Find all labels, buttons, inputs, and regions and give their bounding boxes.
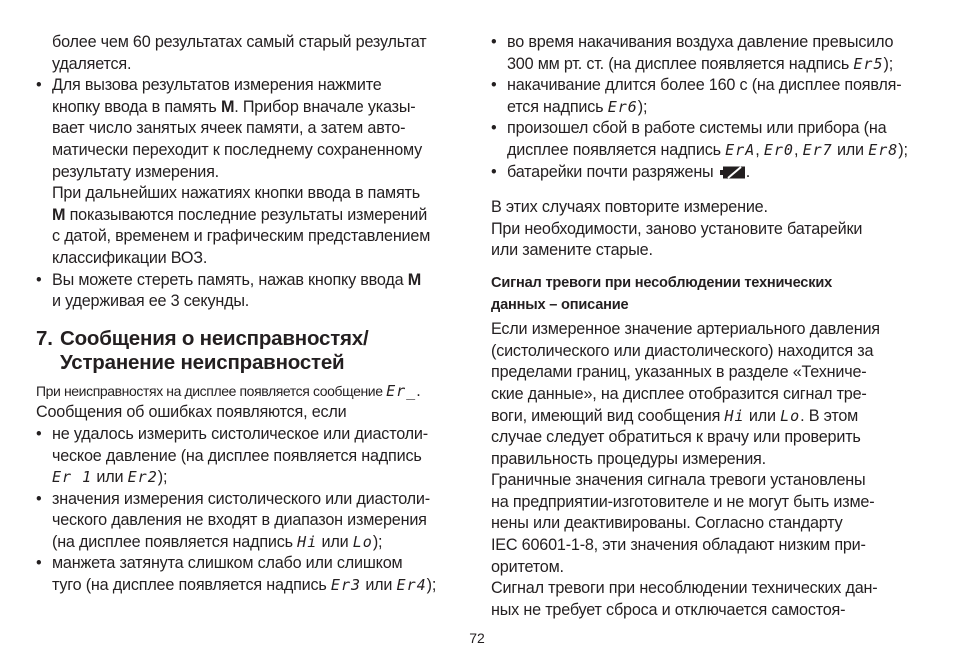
text-line: • не удалось измерить систолическое или диастоли-: [52, 424, 428, 443]
text-span: );: [426, 576, 437, 595]
text-line: правильность процедуры измерения.: [491, 449, 766, 468]
text-line: ческое давление (на дисплее появляется надпись: [52, 446, 422, 465]
text-line: [507, 97, 919, 119]
text-span: или: [317, 532, 353, 551]
text-span: показываются последние результаты измерений: [65, 205, 428, 224]
heading-line: Сигнал тревоги при несоблюдении технических: [491, 274, 833, 291]
text-span: ется надпись: [507, 97, 608, 116]
text-span: или: [361, 576, 397, 595]
text-line: или замените старые.: [491, 241, 653, 260]
bullet-item-cuff: [36, 553, 460, 596]
error-code: Er3: [330, 576, 362, 595]
text-line: [52, 205, 460, 227]
error-code: Er8: [868, 140, 899, 159]
battery-low-icon: [720, 165, 746, 187]
text-line: [507, 54, 919, 76]
text-line: Если измеренное значение артериального давления: [491, 320, 880, 339]
text-line: результату измерения.: [52, 162, 219, 181]
bullet-item-clear-memory: [36, 270, 460, 313]
error-code: Er7: [802, 140, 833, 159]
text-line: Граничные значения сигнала тревоги установлены: [491, 471, 866, 490]
text-line: матически переходит к последнему сохраненному: [52, 140, 423, 159]
text-span: ,: [793, 140, 803, 159]
memory-key-label: M: [220, 97, 235, 116]
text-line: [52, 532, 460, 554]
text-line: [491, 406, 919, 428]
text-line: Сообщения об ошибках появляются, если: [36, 403, 347, 422]
text-line: [52, 467, 460, 489]
heading-line: [36, 327, 460, 351]
text-span: );: [157, 468, 168, 487]
text-span: кнопку ввода в память: [52, 97, 221, 116]
text-span: или: [92, 468, 128, 487]
text-span: Вы можете стереть память, нажав кнопку ввода: [52, 270, 408, 289]
text-line: [52, 575, 460, 597]
heading-line: Устранение неисправностей: [60, 350, 345, 374]
error-code: Er2: [127, 468, 158, 487]
text-line: • манжета затянута слишком слабо или слишком: [52, 554, 403, 573]
text-line: нены или деактивированы. Согласно стандарту: [491, 514, 843, 533]
text-span: батарейки почти разряжены: [507, 162, 718, 181]
text-line: на предприятии-изготовителе и не могут быть изме-: [491, 492, 875, 511]
text-span: ,: [755, 140, 764, 159]
text-line: • значения измерения систолического или диастоли-: [52, 489, 430, 508]
text-line: • накачивание длится более 160 с (на дисплее появля-: [507, 76, 902, 95]
text-line: В этих случаях повторите измерение.: [491, 198, 768, 217]
text-span: .: [416, 381, 421, 400]
text-span: . Прибор вначале указы-: [234, 97, 416, 116]
text-span: );: [898, 140, 908, 159]
text-line: При дальнейших нажатиях кнопки ввода в память: [52, 184, 420, 203]
text-line: • произошел сбой в работе системы или прибора (на: [507, 119, 887, 138]
text-line: и удерживая ее 3 секунды.: [52, 292, 250, 311]
text-span: );: [883, 54, 893, 73]
text-line: IEC 60601-1-8, эти значения обладают низким при-: [491, 536, 866, 555]
error-code: ErA: [725, 140, 756, 159]
error-code: Hi: [724, 406, 745, 425]
text-line: с датой, временем и графическим представлением: [52, 227, 431, 246]
text-span: туго (на дисплее появляется надпись: [52, 576, 331, 595]
text-line: ных не требует сброса и отключается самостоя-: [491, 600, 846, 619]
bullet-item-battery: [491, 162, 919, 187]
error-code: Lo: [352, 532, 373, 551]
text-line: более чем 60 результатах самый старый результат: [52, 33, 427, 51]
bullet-item-hi-lo: [36, 489, 460, 554]
text-span: .: [745, 162, 751, 181]
text-line: • Для вызова результатов измерения нажмите: [52, 76, 382, 95]
text-line: удаляется.: [52, 54, 132, 73]
section-heading: [36, 327, 460, 375]
error-code: Er5: [853, 54, 884, 73]
text-span: или: [832, 140, 869, 159]
text-span: дисплее появляется надпись: [507, 140, 726, 159]
text-line: пределами границ, указанных в разделе «Техниче-: [491, 363, 867, 382]
text-span: (на дисплее появляется надпись: [52, 532, 298, 551]
text-line: ские данные», на дисплее отобразится сигнал тре-: [491, 384, 867, 403]
text-line: вает число занятых ячеек памяти, а затем авто-: [52, 119, 406, 138]
error-code: Er0: [763, 140, 794, 159]
heading-text: Сообщения о неисправностях/: [60, 326, 369, 350]
error-code: Er 1: [52, 468, 93, 487]
bullet-item-system-fault: [491, 118, 919, 161]
heading-line: данных – описание: [491, 296, 629, 313]
text-span: воги, имеющий вид сообщения: [491, 406, 725, 425]
error-code: Er_: [386, 381, 417, 400]
subsection-heading: [491, 273, 919, 316]
text-span: 300 мм рт. ст. (на дисплее появляется надпись: [507, 54, 854, 73]
text-line: [52, 97, 460, 119]
memory-key-label: M: [407, 270, 421, 289]
text-span: . В этом: [800, 406, 859, 425]
right-column: [491, 32, 919, 621]
text-line: Сигнал тревоги при несоблюдении технических дан-: [491, 579, 878, 598]
text-line: [507, 162, 919, 187]
memory-key-label: M: [52, 205, 66, 224]
text-span: При неисправностях на дисплее появляется сообщение: [36, 382, 387, 399]
bullet-item-er5: [491, 32, 919, 75]
text-line: [507, 140, 919, 162]
text-span: );: [372, 532, 383, 551]
text-line: классификации ВОЗ.: [52, 248, 208, 267]
text-line: [52, 270, 460, 292]
text-line: ческого давления не входят в диапазон измерения: [52, 511, 427, 530]
error-code: Hi: [297, 532, 318, 551]
left-column: [36, 32, 460, 597]
text-line: • во время накачивания воздуха давление превысило: [507, 33, 894, 51]
error-code: Lo: [780, 406, 801, 425]
text-line: оритетом.: [491, 557, 564, 576]
bullet-item-er6: [491, 75, 919, 118]
bullet-item-recall-results: [36, 75, 460, 269]
page-number: 72: [469, 630, 485, 646]
section-number: 7.: [36, 326, 53, 350]
text-span: или: [744, 406, 781, 425]
text-line: [36, 381, 460, 403]
text-line: При необходимости, заново установите батарейки: [491, 219, 863, 238]
bullet-item-error-1-2: [36, 424, 460, 489]
text-span: );: [637, 97, 648, 116]
text-line: (систолического или диастолического) находится за: [491, 341, 874, 360]
text-line: случае следует обратиться к врачу или проверить: [491, 428, 861, 447]
error-code: Er6: [607, 97, 638, 116]
error-code: Er4: [396, 576, 427, 595]
